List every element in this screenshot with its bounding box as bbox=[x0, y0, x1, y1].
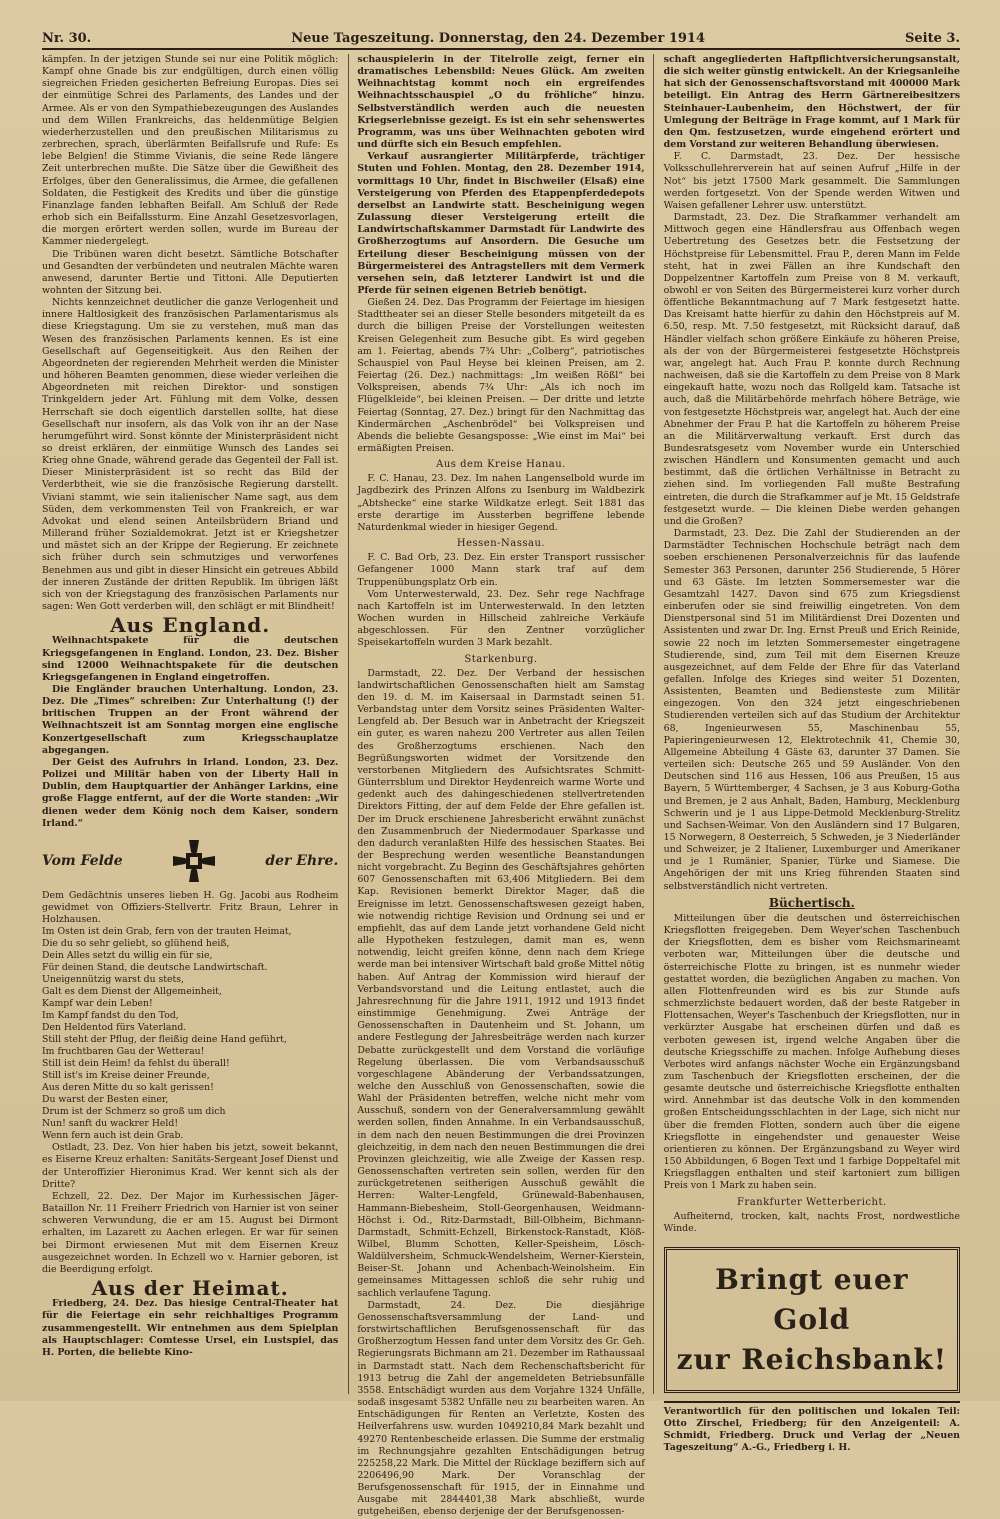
page-header bbox=[42, 28, 960, 50]
news-item: Darmstadt, 23. Dez. Die Zahl der Studierenden an der Darmstädter Technischen Hochschule beträgt nach dem soeben erschienenen Personalverzeichnis für das laufende Semester 363 Personen, darunter 256 Studierende, 5 Hörer und 63 Gäste. Im letzten Sommersemester war die Gesamtzahl 1427. Davon sind 675 zum Kriegsdienst einberufen oder sie sind freiwillig eingetreten. Von dem Dienstpersonal sind 51 im Militärdienst Drei Dozenten und Assistenten und zwar Dr. Ing. Ernst Preuß und Erich Reinide, sowie 22 noch im letzten Sommersemester eingetragene Studierende, sind, zum Teil mit dem Eisernen Kreuze ausgezeichnet, auf dem Felde der Ehre für das Vaterland gefallen. Infolge des Krieges sind weiter 51 Dozenten, Assistenten, Beamten und Bediensteste zum Militär eingezogen. Von den 324 jetzt eingeschriebenen Studierenden verteilen sich auf das Studium der Architektur 68, Ingenieurwesen 55, Maschinenbau 55, Papieringenieurwesen 12, Elektrotechnik 41, Chemie 30, Allgemeine Abteilung 4 Gäste 63, darunter 37 Damen. Sie verteilen sich: Deutsche 265 und 59 Ausländer. Von den Deutschen sind 116 aus Hessen, 106 aus Preußen, 15 aus Bayern, 5 Württemberger, 4 Sachsen, je 3 aus Koburg-Gotha und Bremen, je 2 aus Anhalt, Baden, Hamburg, Mecklenburg Schwerin und je 1 aus Lippe-Detmold Mecklenburg-Strelitz und Sachsen-Weimar. Von den Ausländern sind 17 Bulgaren, 15 Norwegern, 8 Oesterreich, 5 Schweden, je 3 Niederländer und Schweizer, je 2 Italiener, Luxemburger und Amerikaner und je 1 Rumänier, Spanier, Türke und Siamese. Die Angehörigen der mit uns Krieg führenden Staaten sind selbstverständlich nicht vertreten. bbox=[663, 528, 960, 892]
ad-line-1: Bringt euer Gold bbox=[715, 1263, 909, 1336]
poem-line: Galt es dem Dienst der Allgemeinheit, bbox=[42, 986, 222, 998]
poem-line: Uneigennützig warst du stets, bbox=[42, 974, 184, 986]
poem-line: Still steht der Pflug, der fleißig deine Hand geführt, bbox=[42, 1034, 287, 1046]
iron-cross-icon bbox=[171, 838, 217, 884]
news-item: Darmstadt, 24. Dez. Die diesjährige Genossenschaftsversammlung der Land- und forstwirtschaftlichen Berufsgenossenschaft für das Großherzogtum Hessen fand unter dem Vorsitz des Gr. Geh. Regierungsrats Bichmann am 21. Dezember im Rathaussaal in Darmstadt statt. Nach dem Rechenschaftsbericht für 1913 betrug die Zahl der angemeldeten Betriebsunfälle 3558. Entschädigt wurden aus dem Vorjahre 1324 Unfälle, sodaß insgesamt 5382 Unfälle neu zu bearbeiten waren. An Entschädigungen für Renten an Verletzte, Kosten des Heilverfahrens usw. wurden 1049210,84 Mark bezahlt und 49270 Rentenbescheide erlassen. Die Summe der erstmalig im Rechnungsjahre gezahlten Entschädigungen betrug 225258,22 Mark. Die Mittel der Rücklage beziffern sich auf 2206496,90 Mark. Der Voranschlag der Berufsgenossenschaft für 1915, der in Einnahme und Ausgabe mit 2844401,38 Mark abschließt, wurde gutgeheißen, ebenso derjenige der der Berufsgenossen- bbox=[357, 1299, 645, 1518]
news-item: Friedberg, 24. Dez. Das hiesige Central-Theater hat für die Feiertage ein sehr reichhaltiges Programm zusammengestellt. Wir entnehmen aus dem Spielplan als Hauptschlager: Comtesse Ursel, ein Lustspiel, das H. Porten, die beliebte Kino- bbox=[42, 1298, 339, 1358]
news-item: Darmstadt, 23. Dez. Die Strafkammer verhandelt am Mittwoch gegen eine Händlersfrau aus Offenbach wegen Uebertretung des Gesetzes betr. die Festsetzung der Höchstpreise für Lebensmittel. Frau P., deren Mann im Felde steht, hat in zwei Fällen an ihre Kundschaft den Doppelzentner Kartoffeln zum Preise von 8 M. verkauft, obwohl er von Seiten des Bürgermeisterei kurz vorher durch öffentliche Bekanntmachung auf 7 Mark festgesetzt hatte. Das Kreisamt hatte hierfür zu dahin den Höchstpreis auf M. 6.50, resp. Mt. 7.50 festgesetzt, mit Rücksicht darauf, daß Händler vielfach schon größere Einkäufe zu höheren Preise, als der von der Bürgermeisterei festgesetzte Höchstpreis war, angelegt hat. Auch Frau P. konnte durch Rechnung nachweisen, daß sie die Kartoffeln zu dem Preise von 8 Mark eingekauft hatte, wozu noch das Rollgeld kam. Tatsache ist auch, daß die Militärbehörde mehrfach höhere Beträge, wie von festgesetzte Höchstpreis war, angelegt hat. Auch der eine Abnehmer der Frau P. hat die Kartoffeln zu höherem Preise an die Militärverwaltung verkauft. Erst durch das Bundesratsgesetz vom November wurde ein Unterschied zwischen Händlern und Konsumenten gemacht und auch bestimmt, daß die örtlichen Verhältnisse in Betracht zu ziehen sind. Im vorliegenden Fall mußte Bestrafung eintreten, die durch die Strafkammer auf je Mt. 15 Geldstrafe festgesetzt wurde. — Die kleinen Diebe werden gehangen und die Großen? bbox=[663, 212, 960, 527]
section-title-england: Aus England. bbox=[110, 613, 271, 638]
gold-advertisement bbox=[664, 1247, 960, 1393]
poem-line: Du warst der Besten einer, bbox=[42, 1094, 169, 1106]
region-heading-starkenburg: Starkenburg. bbox=[464, 653, 538, 665]
article-paragraph: Nichts kennzeichnet deutlicher die ganze Verlogenheit und innere Haltlosigkeit des französischen Parlamentarismus als diese Kriegstagung. Um sie zu verstehen, muß man das Wesen des französischen Parlaments kennen. Es ist eine Gesellschaft auf Gegenseitigkeit. Aus den Reihen der Abgeordneten der regierenden Mehrheit werden die Minister und höheren Beamten genommen, diese wieder verleihen die Abgeordneten mit reichen Direktor- und sonstigen Trinkgeldern jeder Art. Fühlung mit dem Volke, dessen Herrschaft sie doch eigentlich darstellen sollte, hat diese Gesellschaft nur insofern, als das Volk von ihr an der Nase herumgeführt wird. Sonst könnte der Ministerpräsident nicht so dreist erklären, der einmütige Wunsch des Landes sei Krieg ohne Gnade, während gerade das Gegenteil der Fall ist. Dieser Ministerpräsident ist so recht das Bild der Verderbtheit, wie sie die französische Regierung darstellt. Viviani stammt, wie sein italienischer Name sagt, aus dem Süden, dem verkommensten Teil von Frankreich, er war Advokat und elend seinen Anteilsbrüdern Briand und Millerand früher Sozialdemokrat. Jetzt ist er Kriegshetzer und mästet sich an der Krippe der Regierung. Er zeichnete sich früher durch sein schmutziges und verworfenes Benehmen aus und gibt in dieser Hinsicht ein getreues Abbild der inneren Zustände der dritten Republik. Im übrigen läßt sich von der Kriegstagung des französischen Parlaments nur sagen: Wen Gott verderben will, den schlägt er mit Blindheit! bbox=[42, 297, 339, 613]
poem-line: Im Kampf fandst du den Tod, bbox=[42, 1010, 179, 1022]
news-item: Weihnachtspakete für die deutschen Kriegsgefangenen in England. London, 23. Dez. Bisher sind 12000 Weihnachtspakete für die deutschen Kriegsgefangenen in England eingetroffen. bbox=[42, 635, 339, 683]
poem-line: Still ist's im Kreise deiner Freunde, bbox=[42, 1070, 210, 1082]
news-item: F. C. Hanau, 23. Dez. Im nahen Langenselbold wurde im Jagdbezirk des Prinzen Alfons zu Isenburg im Waldbezirk „Abtshecke“ eine starke Wildkatze erlegt. Seit 1881 das erste derartige im Aussterben begriffene lebende Naturdenkmal wieder in hiesiger Gegend. bbox=[357, 473, 645, 533]
issue-number: Nr. 30. bbox=[42, 31, 92, 46]
heading-right: der Ehre. bbox=[265, 852, 339, 869]
news-item: Ostladt, 23. Dez. Von hier haben bis jetzt, soweit bekannt, es Eiserne Kreuz erhalten: Sanitäts-Sergeant Josef Dienst und der Unteroffizier Hieronimus Krad. Wer kennt sich als der Dritte? bbox=[42, 1142, 339, 1190]
poem-line: Die du so sehr geliebt, so glühend heiß, bbox=[42, 938, 230, 950]
news-item: Darmstadt, 22. Dez. Der Verband der hessischen landwirtschaftlichen Genossenschaften hielt am Samstag den 19. d. M. im Kaisersaal in Darmstadt seinen 51. Verbandstag unter dem Vorsitz seines Präsidenten Walter-Lengfeld ab. Der Besuch war in Anbetracht der Kriegszeit ein guter, es waren nahezu 200 Vertreter aus allen Teilen des Großherzogtums erschienen. Nach den Begrüßungsworten widmet der Vorsitzende den verstorbenen Mitgliedern des Aufsichtsrates Schmitt-Günterrsblum und Direktor Heydenreich warme Worte und gedenkt auch des dahingeschiedenen stellvertretenden Direktors Fitting, der auf dem Felde der Ehre gefallen ist. Der im Druck erschienene Jahresbericht erwähnt zunächst den Zusammenbruch der Niedermodauer Sparkasse und den dadurch veranlaßten Hilfe des hessischen Staates. Bei der Besprechung werden wesentliche Beanstandungen nicht vorgebracht. Zu Beginn des Geschäftsjahres gehörten 607 Genossenschaften mit 63,406 Mitgliedern. Bei dem Kap. Revisionen bemerkt Direktor Mager, daß die Ereignisse im letzt. Genossenschaftswesen gezeigt haben, wie notwendig richtige Revision und Ordnung sei und er empfiehlt, das auf dem Lande jetzt vorhandene Geld nicht alle Hypotheken festzulegen, damit man es, wenn notwendig, leicht greifen könne, denn nach dem Kriege werde man bei intensiver Wirtschaft bald große Mittel nötig haben. Auf Antrag der Kommission wird hierauf der Verbandsvorstand und die Leitung entlastet, auch die Jahresrechnung für die Jahre 1911, 1912 und 1913 findet einstimmige Genehmigung. Zwei Anträge der Genossenschaften in Dautenheim und St. Johann, um andere Festlegung der Jahresbeiträge werden nach kurzer Debatte zurückgestellt und dem Vorstand die vorläufige Regelung überlassen. Die vom Verbandsausschuß vorgeschlagene Abänderung der Verbandssatzungen, welche den Ausschluß von Genossenschaften, sowie die Wahl der Präsidenten betreffen, welche nicht mehr vom Ausschuß, sondern von der Generalversammlung gewählt werden sollen, finden Annahme. In ein Verbandsausschuß, in dem nach den neuen Bestimmungen die drei Provinzen gleichzeitig, in dem nach den neuen Bestimmungen die drei Provinzen gleichzeitig, wie alle Zweige der Kassen resp. Genossenschaften vertreten sein sollen, werden für den zurückgetretenen seitherigen Ausschuß gewählt die Herren: Walter-Lengfeld, Grünewald-Babenhausen, Hammann-Biebesheim, Stoll-Georgenhausen, Weidmann-Höchst i. Od., Ritz-Darmstadt, Bill-Olbheim, Bichmann-Darmstadt, Schmitt-Echzell, Birkenstock-Ranstadt, Klöß-Wilbel, Blumm Schotten, Keller-Speisheim, Lösch-Waldülversheim, Schmuck-Wendelsheim, Werner-Kierstein, Beiser-St. Johann und Achenbach-Weinolsheim. Ein gemeinsames Mittagessen schloß die sehr ruhig und sachlich verlaufene Tagung. bbox=[357, 667, 645, 1299]
poem-line: Wenn fern auch ist dein Grab. bbox=[42, 1130, 184, 1142]
column-1 bbox=[42, 54, 338, 1394]
section-title-buechertisch: Büchertisch. bbox=[768, 895, 855, 910]
poem-line: Den Heldentod fürs Vaterland. bbox=[42, 1022, 187, 1034]
region-heading-nassau: Hessen-Nassau. bbox=[456, 538, 546, 550]
masthead-line: Neue Tageszeitung. Donnerstag, den 24. Dezember 1914 bbox=[291, 31, 706, 46]
poem bbox=[42, 926, 338, 1142]
article-paragraph: Die Tribünen waren dicht besetzt. Sämtliche Botschafter und Gesandten der verbündeten und neutralen Mächte waren anwesend, darunter Bertie und Tittoni. Alle Deputierten wohnten der Sitzung bei. bbox=[42, 248, 339, 296]
news-item: F. C. Darmstadt, 23. Dez. Der hessische Volksschullehrerverein hat auf seinen Aufruf „Hilfe in der Not“ bis jetzt 17500 Mark gesammelt. Die Sammlungen werden fortgesetzt. Von der Spende werden Witwen und Waisen gefallener Lehrer usw. unterstützt. bbox=[663, 151, 960, 211]
news-item: Mitteilungen über die deutschen und österreichischen Kriegsflotten freigegeben. Dem Weyer'schen Taschenbuch der Kriegsflotten, dem es bisher vom Reichsmarineamt verboten war, Mitteilungen über die deutsche und österreichische Flotte zu bringen, ist es nunmehr wieder gestattet worden, die bezüglichen Angaben zu machen. Von allen Flottenfreunden wird es bis zur Stunde aufs schmerzlichste bedauert worden, daß der beste Ratgeber in Flottensachen, Weyer's Taschenbuch der Kriegsflotten, nur in verkürzter Ausgabe hat erscheinen dürfen und daß es verboten gewesen ist, irgend welche Angaben über die deutsche Kriegsschiffe zu machen. Infolge Aufhebung dieses Verbotes wird anfangs nächster Woche ein Ergänzungsband zum Taschenbuch der Kriegsflotten erscheinen, der die gesamte deutsche und österreichische Kriegsflotte enthalten wird. Annehmbar ist das deutsche Volk in den kommenden großen Entscheidungsschlachten in der Lage, sich nicht nur über die fremden Flotten, sondern auch über die eigene Kriegsflotte in eingehendster und genauester Weise orientieren zu können. Der Ergänzungsband zu Weyer wird 150 Abbildungen, 6 Bogen Text und 1 farbige Doppeltafel mit Kriegsflaggen enthalten und steif kartoniert zum billigen Preis von 1 Mark zu haben sein. bbox=[663, 912, 960, 1192]
field-of-honor-heading bbox=[42, 838, 338, 884]
columns bbox=[42, 54, 960, 1518]
weather-report: Aufheiternd, trocken, kalt, nachts Frost, nordwestliche Winde. bbox=[663, 1210, 960, 1234]
column-3 bbox=[663, 54, 960, 1454]
heading-left: Vom Felde bbox=[42, 852, 123, 869]
poem-line: Nun! sanft du wackrer Held! bbox=[42, 1118, 179, 1130]
ad-line-2: zur Reichsbank! bbox=[676, 1343, 948, 1376]
poem-line: Aus deren Mitte du so kalt gerissen! bbox=[42, 1082, 214, 1094]
poem-line: Im Osten ist dein Grab, fern von der trauten Heimat, bbox=[42, 926, 292, 938]
imprint: Verantwortlich für den politischen und lokalen Teil: Otto Zirschel, Friedberg; für den Anzeigenteil: A. Schmidt, Friedberg. Druck und Verlag der „Neuen Tageszeitung“ A.-G., Friedberg i. H. bbox=[664, 1401, 960, 1455]
news-item: Die Engländer brauchen Unterhaltung. London, 23. Dez. Die „Times“ schreiben: Zur Unterhaltung (!) der britischen Truppen an der Front während der Weihnachtszeit ist am Sonntag morgen eine englische Konzertgesellschaft zum Kriegsschauplatze abgegangen. bbox=[42, 683, 339, 756]
news-item: Vom Unterwesterwald, 23. Dez. Sehr rege Nachfrage nach Kartoffeln ist im Unterwesterwald. In den letzten Wochen wurden in Hillscheid zahlreiche Verkäufe abgeschlossen. Für den Zentner vorzüglicher Speisekartoffeln wurden 3 Mark bezahlt. bbox=[357, 588, 645, 649]
region-heading-hanau: Aus dem Kreise Hanau. bbox=[436, 459, 566, 471]
poem-line: Drum ist der Schmerz so groß um dich bbox=[42, 1106, 226, 1118]
poem-line: Für deinen Stand, die deutsche Landwirtschaft. bbox=[42, 962, 268, 974]
news-item: Echzell, 22. Dez. Der Major im Kurhessischen Jäger-Bataillon Nr. 11 Freiherr Friedrich von Harnier ist von seiner schweren Verwundung, die er am 15. August bei Dirmont erhalten, im Lazarett zu Aachen erlegen. Er war für seinen bei Dirmont erwiesenen Mut mit dem Eisernen Kreuz ausgezeichnet worden. In Echzell wo v. Harnier geboren, ist die Beerdigung erfolgt. bbox=[42, 1190, 339, 1275]
poem-line: Kampf war dein Leben! bbox=[42, 998, 153, 1010]
weather-heading: Frankfurter Wetterbericht. bbox=[737, 1196, 887, 1208]
news-item: F. C. Bad Orb, 23. Dez. Ein erster Transport russischer Gefangener 1000 Mann stark traf auf dem Truppenübungsplatz Orb ein. bbox=[357, 552, 645, 588]
news-item: Der Geist des Aufruhrs in Irland. London, 23. Dez. Polizei und Militär haben von der Liberty Hall in Dublin, dem Hauptquartier der Anhänger Larkins, eine große Flagge entfernt, auf der die Worte standen: „Wir dienen weder dem König noch dem Kaiser, sondern Irland.“ bbox=[42, 756, 339, 829]
article-paragraph: schauspielerin in der Titelrolle zeigt, ferner ein dramatisches Lebensbild: Neues Glück. Am zweiten Weihnachtstag kommt noch ein ergreifendes Weihnachtsschauspiel „O du fröhliche“ hinzu. Selbstverständlich werden auch die neuesten Kriegserlebnisse gezeigt. Es ist ein sehr sehenswertes Programm, was uns über Weihnachten geboten wird und dürfte sich ein Besuch empfehlen. bbox=[357, 54, 645, 151]
poem-line: Still ist dein Heim! da fehlst du überall! bbox=[42, 1058, 230, 1070]
page-number: Seite 3. bbox=[905, 31, 960, 46]
poem-dedication: Dem Gedächtnis unseres lieben H. Gg. Jacobi aus Rodheim gewidmet von Offiziers-Stellvertr. Fritz Braun, Lehrer in Holzhausen. bbox=[42, 889, 339, 926]
section-title-heimat: Aus der Heimat. bbox=[91, 1276, 289, 1301]
news-item: Gießen 24. Dez. Das Programm der Feiertage im hiesigen Stadttheater sei an dieser Stelle besonders mitgeteilt da es durch die billigen Preise der Vorstellungen weitesten Kreisen Gelegenheit zum Besuche gibt. Es wird gegeben am 1. Feiertag, abends 7¾ Uhr: „Colberg“, patriotisches Schauspiel von Paul Heyse bei kleinen Preisen, am 2. Feiertag (26. Dez.) nachmittags: „Im weißen Rößl“ bei Volkspreisen, abends 7¾ Uhr: „Als ich noch im Flügelkleide“, bei kleinen Preisen. — Der dritte und letzte Feiertag (Sonntag, 27. Dez.) bringt für den Nachmittag das Kindermärchen „Aschenbrödel“ bei Volkspreisen und Abends die beliebte Gesangsposse: „Wie einst im Mai“ bei ermäßigten Preisen. bbox=[357, 297, 645, 454]
article-paragraph: schaft angegliederten Haftpflichtversicherungsanstalt, die sich weiter günstig entwickelt. An der Kriegsanleihe hat sich der Genossenschaftsvorstand mit 400000 Mark beteiligt. Ein Antrag des Herrn Gärtnereibesitzers Steinhauer-Laubenheim, den Höchstwert, der für Umlegung der Beiträge in Frage kommt, auf 1 Mark für den Qm. festzusetzen, wurde eingehend erörtert und dem Vorstand zur weiteren Behandlung überwiesen. bbox=[663, 54, 960, 151]
poem-line: Im fruchtbaren Gau der Wetterau! bbox=[42, 1046, 205, 1058]
news-item: Verkauf ausrangierter Militärpferde, trächtiger Stuten und Fohlen. Montag, den 28. Dezember 1914, vormittags 10 Uhr, findet in Bischweiler (Elsaß) eine Versteigerung von Pferden des Etappenpferdedepots derselbst an Landwirte statt. Bescheinigung wegen Zulassung dieser Versteigerung erteilt die Landwirtschaftskammer Darmstadt für Landwirte des Großherzogtums auf Ansordern. Die Gesuche um Erteilung dieser Bescheinigung müssen von der Bürgermeisterei des Antragstellers mit dem Vermerk versehen sein, daß letzterer Landwirt ist und die Pferde für seinen eigenen Betrieb benötigt. bbox=[357, 151, 645, 296]
article-paragraph: kämpfen. In der jetzigen Stunde sei nur eine Politik möglich: Kampf ohne Gnade bis zur endgültigen, durch einen völlig siegreichen Frieden gesicherten Befreiung Europas. Dies sei der einmütige Schrei des Parlaments, des Landes und der Armee. Als er von den Sympathiebezeugungen des Auslandes und dem Willen Frankreichs, das heldenmütige Belgien wiederherzustellen und den preußischen Militarismus zu zerbrechen, sprach, überlärmten Beifallsrufe und Rufe: Es lebe Belgien! die Stimme Vivianis, die seine Rede längere Zeit unterbrechen mußte. Die Sätze über die Gewißheit des Erfolges, über den Generalissimus, die Armee, die gefallenen Soldaten, die Festigkeit des Kredits und über die günstige Finanzlage fanden lebhaften Beifall. Am Schluß der Rede erhob sich ein Beifallssturm. Eine Anzahl Gesetzesvorlagen, die morgen erörtert werden sollen, wurde im Bureau der Kammer niedergelegt. bbox=[42, 54, 339, 248]
poem-line: Dein Alles setzt du willig ein für sie, bbox=[42, 950, 213, 962]
column-2 bbox=[348, 54, 653, 1518]
